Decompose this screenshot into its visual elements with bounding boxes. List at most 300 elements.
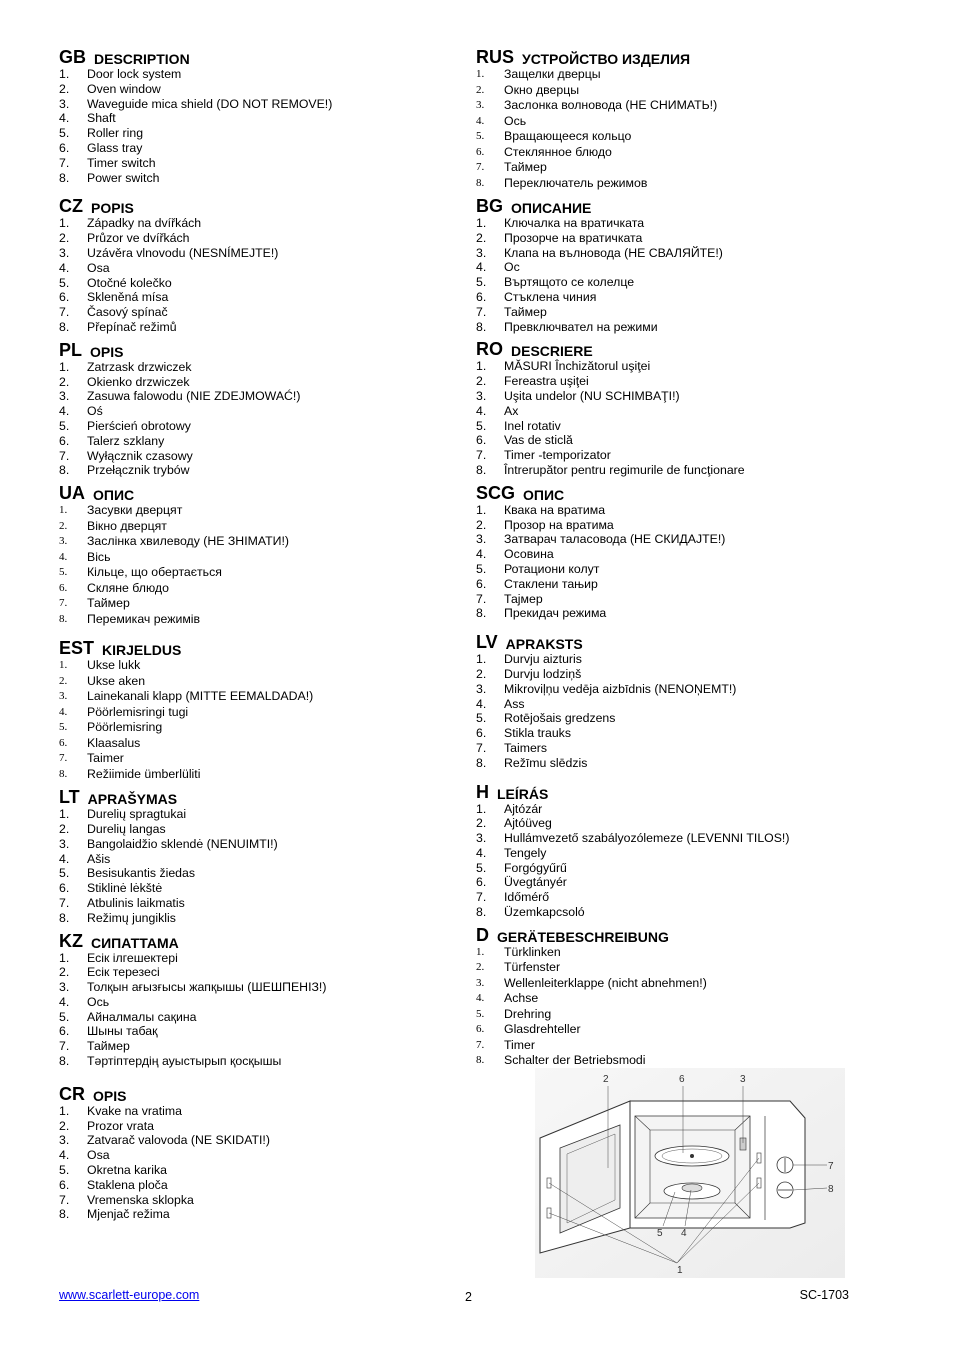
list-item: [59, 1163, 479, 1178]
parts-list: [476, 216, 896, 334]
list-item: [59, 951, 479, 966]
item-text: Mjenjač režima: [87, 1207, 170, 1222]
label-7: 7: [828, 1161, 834, 1172]
item-text: Forgógyűrű: [504, 860, 567, 875]
item-text: Režīmu slēdzis: [504, 755, 588, 770]
item-text: Okretna karika: [87, 1163, 167, 1178]
list-item: [59, 822, 479, 837]
parts-list: [59, 67, 479, 185]
item-text: Таймер: [87, 596, 130, 611]
section-title: [476, 44, 896, 66]
list-item: [59, 519, 479, 535]
label-8: 8: [828, 1184, 834, 1195]
list-item: [476, 246, 896, 261]
item-number: 3.: [59, 836, 70, 851]
item-number: 7.: [476, 448, 487, 463]
label-1: 1: [677, 1265, 683, 1276]
list-item: [476, 448, 896, 463]
item-text: Przełącznik trybów: [87, 463, 190, 478]
item-text: Prozor vrata: [87, 1118, 154, 1133]
list-item: [476, 976, 896, 992]
item-number: 6.: [59, 581, 68, 594]
label-6: 6: [679, 1074, 685, 1085]
item-text: Wellenleiterklappe (nicht abnehmen!): [504, 975, 707, 990]
item-number: 3.: [59, 1133, 70, 1148]
page-footer: [59, 1288, 849, 1308]
list-item: [476, 216, 896, 231]
list-item: [476, 816, 896, 831]
section-ro: [476, 336, 896, 477]
item-text: Stikla trauks: [504, 726, 571, 741]
section-title: [59, 480, 479, 502]
list-item: [476, 726, 896, 741]
item-text: Oś: [87, 404, 103, 419]
item-number: 1.: [476, 652, 487, 667]
list-item: [476, 129, 896, 145]
item-number: 4.: [476, 992, 485, 1005]
item-number: 3.: [59, 96, 70, 111]
item-text: Ajtózár: [504, 801, 543, 816]
item-text: Заслінка хвилеводу (НЕ ЗНІМАТИ!): [87, 534, 289, 549]
section-title: [59, 337, 479, 359]
item-number: 6.: [59, 140, 70, 155]
list-item: [59, 896, 479, 911]
language-code: BG: [476, 196, 503, 216]
list-item: [59, 911, 479, 926]
item-text: Západky na dvířkách: [87, 216, 202, 231]
item-number: 1.: [476, 359, 487, 374]
list-item: [59, 720, 479, 736]
list-item: [476, 802, 896, 817]
item-text: Klaasalus: [87, 735, 141, 750]
list-item: [476, 98, 896, 114]
item-number: 7.: [476, 740, 487, 755]
language-code: CR: [59, 1083, 85, 1104]
item-text: Mikroviļņu vedēja aizbīdnis (NENOŅEMT!): [504, 681, 737, 696]
item-number: 7.: [59, 597, 68, 610]
list-item: [59, 965, 479, 980]
item-number: 5.: [59, 418, 70, 433]
list-item: [59, 1148, 479, 1163]
item-text: Časový spínač: [87, 305, 168, 320]
list-item: [59, 389, 479, 404]
item-text: Осовина: [504, 547, 554, 562]
item-number: 1.: [59, 1103, 70, 1118]
item-number: 3.: [476, 976, 485, 989]
item-number: 8.: [476, 755, 487, 770]
list-item: [59, 126, 479, 141]
item-text: Айналмалы сақина: [87, 1009, 197, 1024]
item-number: 4.: [476, 547, 487, 562]
list-item: [59, 1119, 479, 1134]
parts-list: [59, 216, 479, 334]
item-text: Вісь: [87, 549, 111, 564]
label-2: 2: [603, 1074, 609, 1085]
language-code: LT: [59, 787, 80, 808]
item-text: Толқын ағызғысы жапқышы (ШЕШПЕНІЗ!): [87, 980, 327, 995]
list-item: [476, 1022, 896, 1038]
item-text: Vremenska sklopka: [87, 1192, 194, 1207]
list-item: [59, 980, 479, 995]
item-text: Schalter der Betriebsmodi: [504, 1053, 646, 1068]
section-lt: [59, 784, 479, 925]
item-number: 8.: [476, 319, 487, 334]
list-item: [476, 697, 896, 712]
list-item: [476, 114, 896, 130]
item-text: Zatrzask drzwiczek: [87, 359, 192, 374]
section-heading: LEÍRÁS: [497, 785, 549, 802]
item-text: Stiklinė lėkštė: [87, 881, 163, 896]
list-item: [476, 67, 896, 83]
item-text: Osa: [87, 260, 110, 275]
item-text: Üzemkapcsoló: [504, 905, 585, 920]
item-text: Drehring: [504, 1006, 552, 1021]
item-number: 7.: [476, 890, 487, 905]
item-number: 1.: [59, 359, 70, 374]
item-text: Стаклени тањир: [504, 576, 598, 591]
section-bg: [476, 193, 896, 334]
item-text: Стъклена чиния: [504, 289, 597, 304]
item-text: Вікно дверцят: [87, 518, 167, 533]
list-item: [476, 945, 896, 961]
list-item: [476, 404, 896, 419]
item-number: 1.: [59, 807, 70, 822]
item-number: 4.: [59, 705, 68, 718]
list-item: [476, 290, 896, 305]
item-text: Таймер: [504, 160, 547, 174]
list-item: [476, 532, 896, 547]
list-item: [59, 111, 479, 126]
item-text: Timer -temporizator: [504, 448, 611, 463]
list-item: [476, 905, 896, 920]
item-number: 3.: [476, 831, 487, 846]
item-number: 7.: [59, 155, 70, 170]
item-number: 6.: [59, 881, 70, 896]
section-title: [59, 193, 479, 215]
item-text: Ass: [504, 696, 525, 711]
item-text: Тәртіптердің ауыстырып қосқышы: [87, 1054, 282, 1069]
website-link[interactable]: www.scarlett-europe.com: [59, 1288, 200, 1302]
item-number: 6.: [476, 576, 487, 591]
section-gb: [59, 44, 479, 185]
item-number: 1.: [59, 950, 70, 965]
item-text: Okienko drzwiczek: [87, 374, 190, 389]
section-title: [476, 922, 896, 944]
label-3: 3: [740, 1074, 746, 1085]
item-text: Ось: [504, 113, 527, 128]
item-number: 8.: [59, 767, 68, 780]
item-number: 4.: [59, 404, 70, 419]
section-d: [476, 922, 896, 1069]
item-text: MĂSURI Închizătorul uşiţei: [504, 359, 651, 374]
list-item: [59, 1039, 479, 1054]
section-heading: ОПИС: [93, 487, 135, 504]
item-text: Въртящото се колелце: [504, 275, 635, 290]
list-item: [59, 463, 479, 478]
item-number: 5.: [476, 860, 487, 875]
item-number: 2.: [476, 230, 487, 245]
list-item: [476, 1038, 896, 1054]
item-text: Таймер: [87, 1039, 130, 1054]
section-title: [476, 193, 896, 215]
item-number: 8.: [59, 463, 70, 478]
item-text: Durelių langas: [87, 821, 166, 836]
list-item: [59, 866, 479, 881]
item-text: Pöörlemisring: [87, 720, 163, 735]
item-text: Ukse aken: [87, 673, 146, 688]
item-text: Ax: [504, 403, 519, 418]
list-item: [59, 67, 479, 82]
item-number: 3.: [476, 388, 487, 403]
language-code: UA: [59, 483, 85, 504]
item-text: Osa: [87, 1148, 110, 1163]
list-item: [476, 359, 896, 374]
item-number: 6.: [59, 736, 68, 749]
language-code: PL: [59, 339, 83, 360]
section-title: [476, 336, 896, 358]
item-text: Întrerupător pentru regimurile de funcţionare: [504, 462, 745, 477]
language-code: EST: [59, 638, 95, 659]
item-number: 2.: [476, 83, 485, 96]
list-item: [476, 846, 896, 861]
list-item: [476, 503, 896, 518]
item-text: Кільце, що обертається: [87, 565, 222, 580]
item-number: 6.: [59, 1177, 70, 1192]
item-number: 5.: [59, 866, 70, 881]
item-number: 5.: [476, 275, 487, 290]
section-title: [476, 779, 896, 801]
item-number: 3.: [59, 690, 68, 703]
item-number: 3.: [476, 532, 487, 547]
language-code: RUS: [476, 47, 515, 67]
list-item: [476, 231, 896, 246]
item-text: Roller ring: [87, 126, 144, 141]
list-item: [59, 419, 479, 434]
language-code: KZ: [59, 930, 83, 951]
parts-list: [476, 359, 896, 477]
item-text: Power switch: [87, 170, 160, 185]
item-text: Tengely: [504, 845, 547, 860]
item-text: Staklena ploča: [87, 1177, 168, 1192]
section-title: [59, 1081, 479, 1103]
item-text: Вращающееся кольцо: [504, 129, 632, 143]
item-text: Засувки дверцят: [87, 503, 183, 518]
item-text: Kvake na vratima: [87, 1103, 183, 1118]
item-number: 8.: [476, 606, 487, 621]
item-text: Ašis: [87, 851, 111, 866]
parts-list: [476, 652, 896, 770]
section-title: [476, 480, 896, 502]
item-text: Прозорче на вратичката: [504, 230, 643, 245]
item-number: 3.: [476, 245, 487, 260]
language-code: GB: [59, 47, 86, 67]
parts-list: [59, 807, 479, 925]
list-item: [59, 141, 479, 156]
list-item: [476, 518, 896, 533]
item-number: 8.: [59, 612, 68, 625]
item-number: 3.: [476, 99, 485, 111]
item-number: 4.: [59, 851, 70, 866]
list-item: [59, 881, 479, 896]
item-text: Shaft: [87, 111, 116, 126]
item-text: Inel rotativ: [504, 418, 561, 433]
list-item: [59, 1054, 479, 1069]
list-item: [476, 831, 896, 846]
language-code: RO: [476, 339, 503, 360]
item-text: Ротациони колут: [504, 561, 600, 576]
list-item: [476, 547, 896, 562]
label-4: 4: [681, 1228, 687, 1239]
item-text: Стеклянное блюдо: [504, 144, 612, 159]
page-number: 2: [465, 1290, 472, 1304]
item-text: Переключатель режимов: [504, 175, 648, 190]
list-item: [59, 246, 479, 261]
list-item: [59, 1178, 479, 1193]
item-number: 7.: [476, 591, 487, 606]
item-text: Hullámvezető szabályozólemeze (LEVENNI TILOS!): [504, 831, 790, 846]
list-item: [59, 434, 479, 449]
item-text: Uzávěra vlnovodu (NESNÍMEJTE!): [87, 245, 279, 260]
list-item: [59, 674, 479, 690]
section-heading: KIRJELDUS: [102, 642, 182, 659]
parts-list: [476, 802, 896, 920]
item-number: 4.: [476, 114, 485, 127]
item-number: 1.: [476, 801, 487, 816]
item-text: Türfenster: [504, 960, 561, 975]
item-text: Glass tray: [87, 140, 143, 155]
section-heading: СИПАТТАМА: [91, 934, 179, 951]
item-number: 4.: [476, 845, 487, 860]
parts-list: [59, 658, 479, 782]
item-number: 4.: [59, 1148, 70, 1163]
list-item: [59, 305, 479, 320]
list-item: [476, 592, 896, 607]
item-number: 8.: [476, 905, 487, 920]
list-item: [59, 404, 479, 419]
item-text: Есік терезесі: [87, 965, 160, 980]
item-text: Durvju lodziņš: [504, 666, 582, 681]
list-item: [59, 689, 479, 705]
list-item: [59, 1193, 479, 1208]
list-item: [59, 995, 479, 1010]
item-number: 7.: [59, 895, 70, 910]
item-text: Atbulinis laikmatis: [87, 895, 185, 910]
section-heading: GERÄTEBESCHREIBUNG: [497, 928, 669, 945]
list-item: [59, 705, 479, 721]
item-text: Перемикач режимів: [87, 611, 201, 626]
parts-list: [59, 360, 479, 478]
microwave-diagram: [535, 1068, 845, 1278]
list-item: [476, 374, 896, 389]
section-title: [59, 44, 479, 66]
item-number: 7.: [476, 161, 485, 173]
item-number: 6.: [476, 433, 487, 448]
item-number: 2.: [59, 81, 70, 96]
list-item: [476, 1053, 896, 1069]
section-heading: ОПИС: [523, 486, 565, 503]
item-number: 2.: [59, 965, 70, 980]
item-number: 5.: [59, 1163, 70, 1178]
section-heading: DESCRIPTION: [94, 51, 190, 67]
section-heading: APRAŠYMAS: [87, 791, 178, 808]
item-number: 5.: [476, 418, 487, 433]
item-number: 5.: [476, 711, 487, 726]
item-number: 3.: [476, 681, 487, 696]
list-item: [59, 736, 479, 752]
section-kz: [59, 928, 479, 1069]
list-item: [59, 290, 479, 305]
section-heading: OPIS: [90, 343, 124, 360]
item-text: Окно дверцы: [504, 82, 580, 97]
item-number: 6.: [476, 145, 485, 158]
language-code: CZ: [59, 196, 83, 217]
item-number: 1.: [476, 68, 485, 80]
section-heading: POPIS: [91, 200, 134, 217]
language-code: H: [476, 781, 489, 802]
list-item: [59, 261, 479, 276]
item-number: 7.: [59, 1039, 70, 1054]
list-item: [59, 807, 479, 822]
list-item: [59, 82, 479, 97]
list-item: [59, 565, 479, 581]
item-text: Pöörlemisringi tugi: [87, 704, 189, 719]
item-number: 8.: [59, 1207, 70, 1222]
item-text: Glasdrehteller: [504, 1022, 581, 1037]
item-number: 7.: [476, 1038, 485, 1051]
item-text: Bangolaidžio sklendė (NENUIMTI!): [87, 836, 278, 851]
list-item: [59, 767, 479, 783]
list-item: [59, 360, 479, 375]
item-text: Achse: [504, 991, 539, 1006]
list-item: [59, 550, 479, 566]
item-text: Timer switch: [87, 155, 156, 170]
item-text: Otočné kolečko: [87, 275, 172, 290]
item-number: 2.: [476, 517, 487, 532]
item-text: Таймер: [504, 304, 547, 319]
item-number: 4.: [476, 403, 487, 418]
item-number: 2.: [59, 674, 68, 687]
item-number: 6.: [476, 875, 487, 890]
item-number: 6.: [476, 726, 487, 741]
section-title: [59, 635, 479, 657]
section-heading: DESCRIERE: [511, 343, 593, 360]
list-item: [476, 463, 896, 478]
item-text: Прозор на вратима: [504, 517, 614, 532]
item-number: 8.: [59, 910, 70, 925]
item-text: Клапа на вълновода (НЕ СВАЛЯЙТЕ!): [504, 245, 723, 260]
model-number: SC-1703: [799, 1288, 849, 1302]
list-item: [59, 534, 479, 550]
item-number: 2.: [59, 231, 70, 246]
item-text: Ось: [87, 994, 110, 1009]
item-number: 8.: [59, 1054, 70, 1069]
list-item: [476, 275, 896, 290]
list-item: [476, 83, 896, 99]
parts-list: [59, 503, 479, 627]
list-item: [476, 176, 896, 192]
item-number: 2.: [476, 816, 487, 831]
item-number: 8.: [476, 462, 487, 477]
list-item: [476, 160, 896, 176]
item-number: 6.: [59, 1024, 70, 1039]
item-number: 2.: [476, 374, 487, 389]
list-item: [59, 852, 479, 867]
item-text: Timer: [504, 1037, 535, 1052]
section-heading: OPIS: [93, 1087, 127, 1104]
list-item: [59, 320, 479, 335]
item-text: Režiimide ümberlüliti: [87, 766, 201, 781]
item-number: 4.: [476, 696, 487, 711]
